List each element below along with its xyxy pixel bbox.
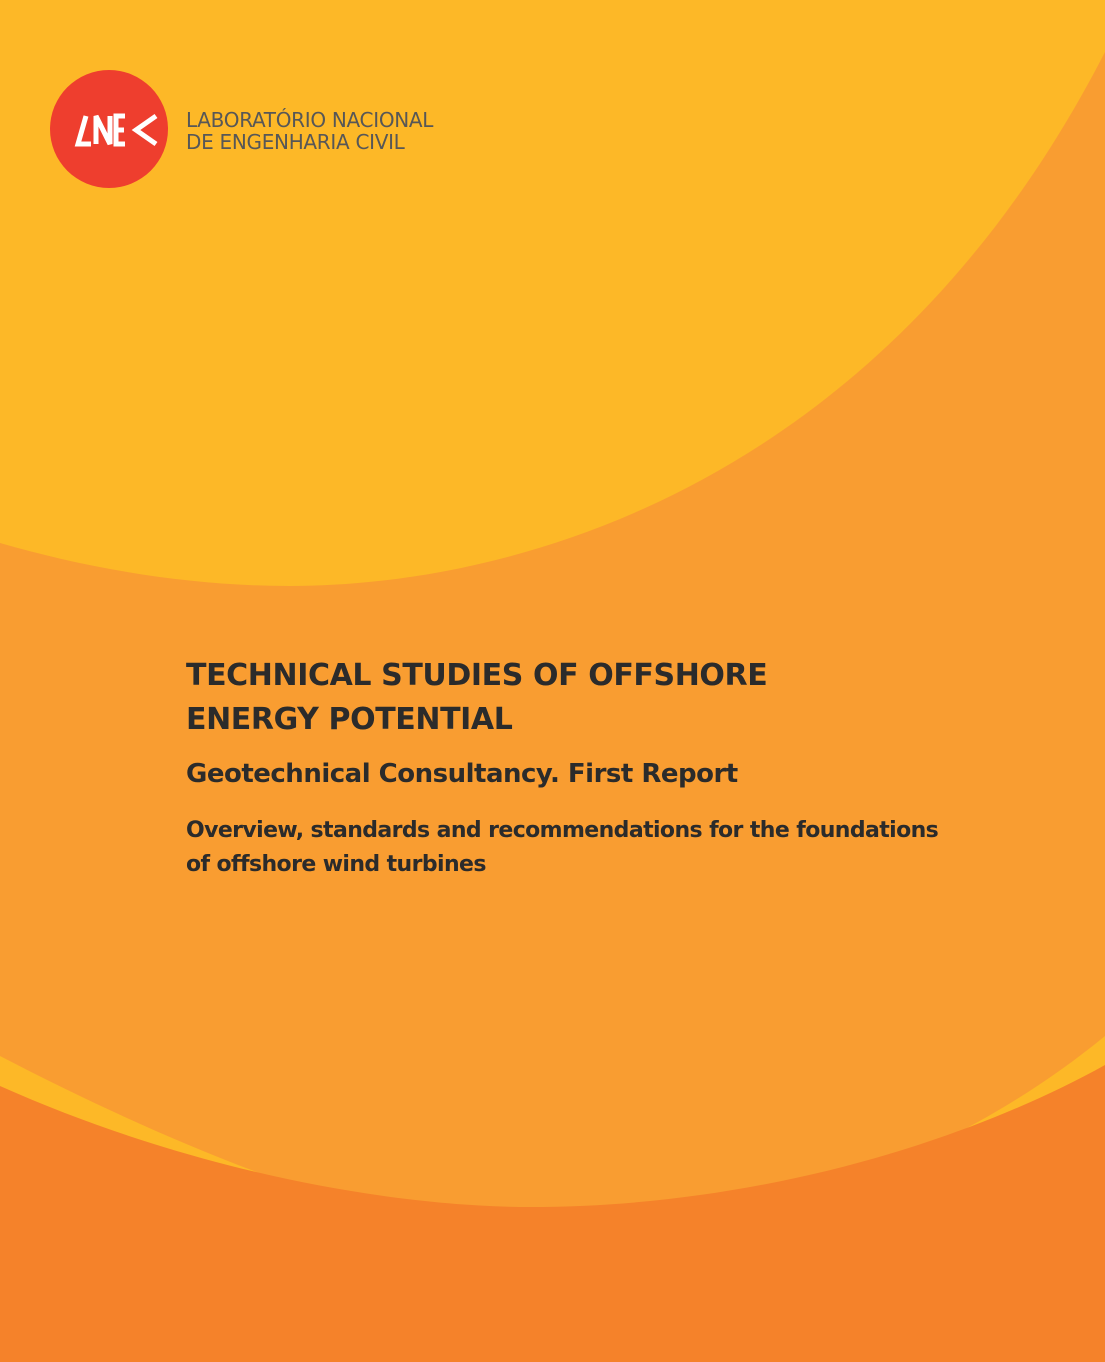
report-description bbox=[186, 814, 938, 882]
lnec-logo-mark bbox=[50, 70, 168, 188]
report-title-line1: TECHNICAL STUDIES OF OFFSHORE bbox=[186, 658, 768, 693]
report-title bbox=[186, 654, 767, 742]
report-title-line2: ENERGY POTENTIAL bbox=[186, 702, 513, 737]
report-description-line2: of offshore wind turbines bbox=[186, 852, 486, 877]
organization-name-line2: DE ENGENHARIA CIVIL bbox=[186, 130, 405, 154]
organization-name bbox=[186, 109, 433, 153]
report-description-line1: Overview, standards and recommendations for the foundations bbox=[186, 818, 939, 843]
report-subtitle: Geotechnical Consultancy. First Report bbox=[186, 759, 738, 789]
lnec-logo bbox=[50, 70, 168, 188]
organization-name-line1: LABORATÓRIO NACIONAL bbox=[186, 108, 434, 132]
